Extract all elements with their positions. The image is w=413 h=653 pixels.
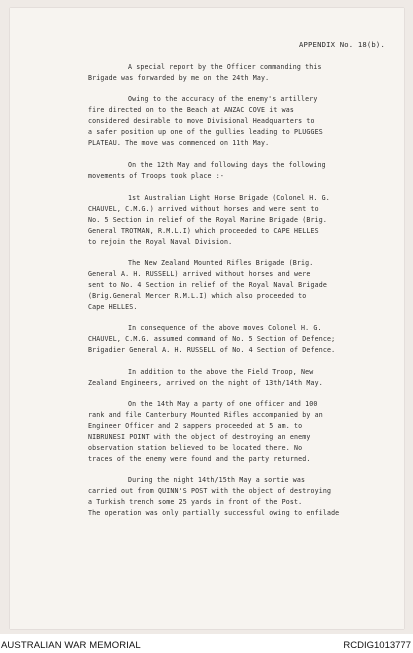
document-line: to rejoin the Royal Naval Division. [88, 238, 233, 246]
document-line: NIBRUNESI POINT with the object of destroying an enemy [88, 433, 311, 441]
document-line: Zealand Engineers, arrived on the night of 13th/14th May. [88, 379, 323, 387]
document-line: Cape HELLES. [88, 303, 138, 311]
document-line: CHAUVEL, C.M.G.) arrived without horses and were sent to [88, 205, 319, 213]
document-line: traces of the enemy were found and the party returned. [88, 455, 311, 463]
document-line: fire directed on to the Beach at ANZAC COVE it was [88, 106, 294, 114]
document-line: a safer position up one of the gullies leading to PLUGGES [88, 128, 323, 136]
document-line: movements of Troops took place :- [88, 172, 224, 180]
document-line: 1st Australian Light Horse Brigade (Colonel H. G. [128, 194, 330, 202]
document-line: carried out from QUINN'S POST with the object of destroying [88, 487, 332, 495]
footer-source-label: AUSTRALIAN WAR MEMORIAL [1, 640, 141, 651]
document-line: Brigade was forwarded by me on the 24th May. [88, 74, 270, 82]
document-line: rank and file Canterbury Mounted Rifles accompanied by an [88, 411, 323, 419]
document-line: Owing to the accuracy of the enemy's artillery [128, 95, 318, 103]
document-line: PLATEAU. The move was commenced on 11th May. [88, 139, 270, 147]
document-line: The New Zealand Mounted Rifles Brigade (Brig. [128, 259, 314, 267]
document-line: On the 14th May a party of one officer and 100 [128, 400, 318, 408]
document-line: (Brig.General Mercer R.M.L.I) which also proceeded to [88, 292, 307, 300]
document-line: Brigadier General A. H. RUSSELL of No. 4 Section of Defence. [88, 346, 336, 354]
document-line: Engineer Officer and 2 sappers proceeded at 5 am. to [88, 422, 303, 430]
document-line: The operation was only partially successful owing to enfilade [88, 509, 340, 517]
document-line: considered desirable to move Divisional Headquarters to [88, 117, 315, 125]
document-line: In consequence of the above moves Colonel H. G. [128, 324, 322, 332]
document-line: No. 5 Section in relief of the Royal Marine Brigade (Brig. [88, 216, 327, 224]
document-line: General TROTMAN, R.M.L.I) which proceeded to CAPE HELLES [88, 227, 319, 235]
document-line: In addition to the above the Field Troop, New [128, 368, 314, 376]
document-line: sent to No. 4 Section in relief of the Royal Naval Brigade [88, 281, 327, 289]
document-line: A special report by the Officer commanding this [128, 63, 322, 71]
footer-bar [0, 636, 413, 653]
document-line: CHAUVEL, C.M.G. assumed command of No. 5 Section of Defence; [88, 335, 336, 343]
document-line: General A. H. RUSSELL) arrived without horses and were [88, 270, 311, 278]
document-line: observation station believed to be located there. No [88, 444, 303, 452]
appendix-heading: APPENDIX No. 18(b). [298, 40, 385, 49]
document-line: During the night 14th/15th May a sortie was [128, 476, 306, 484]
footer-record-id: RCDIG1013777 [343, 640, 411, 651]
document-line: On the 12th May and following days the following [128, 161, 326, 169]
document-line: a Turkish trench some 25 yards in front of the Post. [88, 498, 303, 506]
